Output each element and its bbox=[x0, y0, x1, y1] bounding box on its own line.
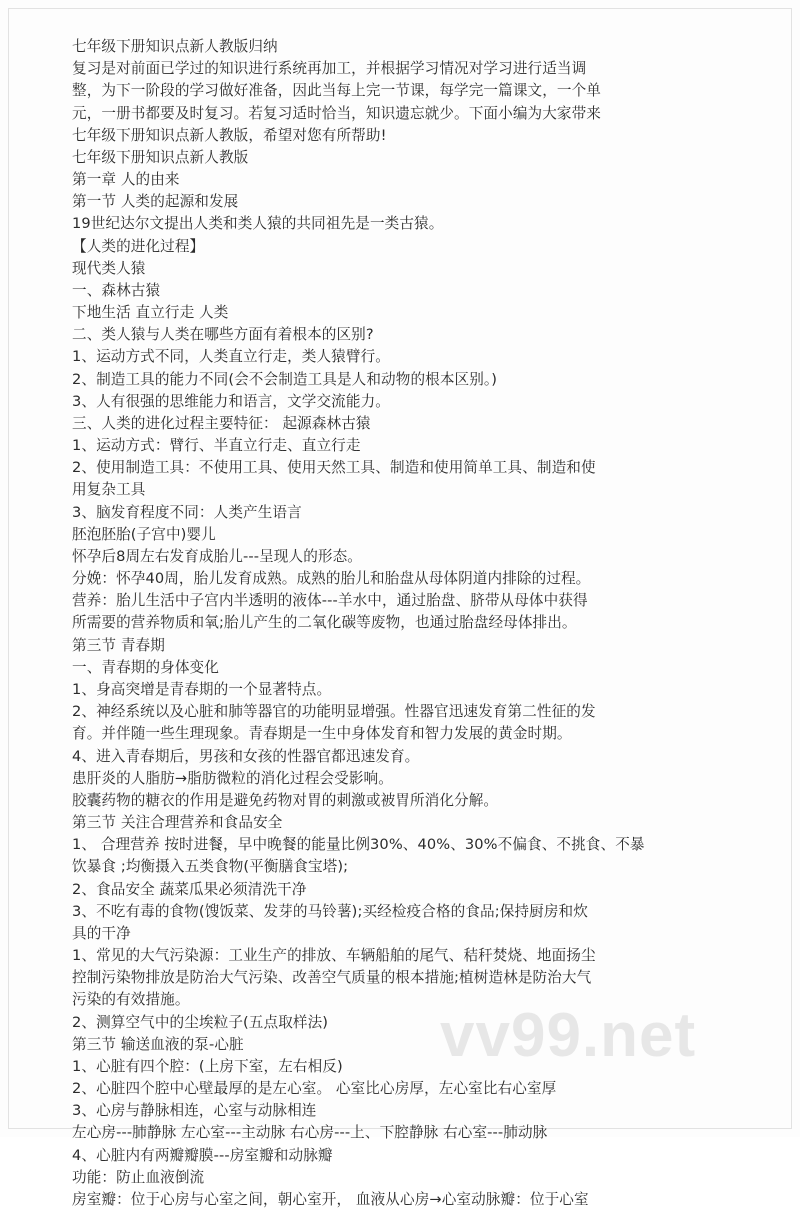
document-line: 第三节 关注合理营养和食品安全 bbox=[72, 814, 283, 832]
document-line: 整，为下一阶段的学习做好准备，因此当每上完一节课，每学完一篇课文，一个单 bbox=[72, 82, 601, 100]
document-line: 所需要的营养物质和氧;胎儿产生的二氧化碳等废物，也通过胎盘经母体排出。 bbox=[72, 614, 577, 632]
document-line: 一、森林古猿 bbox=[72, 281, 161, 299]
document-line: 营养：胎儿生活中子宫内半透明的液体---羊水中，通过胎盘、脐带从母体中获得 bbox=[72, 592, 588, 610]
document-line: 左心房---肺静脉 左心室---主动脉 右心房---上、下腔静脉 右心室---肺动脉 bbox=[72, 1124, 548, 1142]
document-line: 【人类的进化过程】 bbox=[72, 237, 205, 255]
document-line: 2、心脏四个腔中心壁最厚的是左心室。 心室比心房厚，左心室比右心室厚 bbox=[72, 1080, 557, 1098]
document-line: 1、运动方式：臂行、半直立行走、直立行走 bbox=[72, 437, 361, 455]
document-line: 第三节 青春期 bbox=[72, 636, 165, 654]
document-line: 复习是对前面已学过的知识进行系统再加工，并根据学习情况对学习进行适当调 bbox=[72, 60, 587, 78]
document-line: 七年级下册知识点新人教版归纳 bbox=[72, 38, 278, 55]
document-line: 第一节 人类的起源和发展 bbox=[72, 193, 239, 211]
document-line: 七年级下册知识点新人教版，希望对您有所帮助! bbox=[72, 126, 387, 144]
document-line: 胚泡胚胎(子宫中)婴儿 bbox=[72, 525, 216, 543]
document-line: 二、类人猿与人类在哪些方面有着根本的区别? bbox=[72, 326, 374, 344]
document-line: 控制污染物排放是防治大气污染、改善空气质量的根本措施;植树造林是防治大气 bbox=[72, 969, 592, 987]
document-line: 1、常见的大气污染源：工业生产的排放、车辆船舶的尾气、秸秆焚烧、地面扬尘 bbox=[72, 947, 596, 965]
document-line: 2、制造工具的能力不同(会不会制造工具是人和动物的根本区别。) bbox=[72, 370, 498, 388]
document-line: 现代类人猿 bbox=[72, 259, 146, 277]
document-line: 1、心脏有四个腔：(上房下室，左右相反) bbox=[72, 1057, 343, 1075]
document-line: 下地生活 直立行走 人类 bbox=[72, 304, 229, 322]
document-line: 具的干净 bbox=[72, 924, 131, 942]
watermark: vv99.net bbox=[440, 1001, 697, 1070]
document-line: 1、 合理营养 按时进餐，早中晚餐的能量比例30%、40%、30%不偏食、不挑食、不暴 bbox=[72, 836, 645, 854]
document-line: 第三节 输送血液的泵-心脏 bbox=[72, 1035, 244, 1053]
document-line: 2、食品安全 蔬菜瓜果必须清洗干净 bbox=[72, 880, 307, 898]
document-line: 元，一册书都要及时复习。若复习适时恰当，知识遗忘就少。下面小编为大家带来 bbox=[72, 104, 601, 122]
document-line: 2、使用制造工具：不使用工具、使用天然工具、制造和使用简单工具、制造和使 bbox=[72, 459, 596, 477]
document-line: 19世纪达尔文提出人类和类人猿的共同祖先是一类古猿。 bbox=[72, 215, 444, 233]
document-line: 4、进入青春期后，男孩和女孩的性器官都迅速发育。 bbox=[72, 747, 420, 765]
document-line: 第一章 人的由来 bbox=[72, 171, 180, 189]
document-line: 房室瓣：位于心房与心室之间，朝心室开， 血液从心房→心室动脉瓣：位于心室 bbox=[72, 1190, 589, 1208]
document-line: 污染的有效措施。 bbox=[72, 991, 190, 1009]
document-line: 2、测算空气中的尘埃粒子(五点取样法) bbox=[72, 1013, 329, 1031]
document-line: 用复杂工具 bbox=[72, 481, 146, 499]
document-line: 患肝炎的人脂肪→脂肪微粒的消化过程会受影响。 bbox=[72, 769, 393, 787]
document-line: 3、人有很强的思维能力和语言，文学交流能力。 bbox=[72, 392, 390, 410]
document-line: 分娩：怀孕40周，胎儿发育成熟。成熟的胎儿和胎盘从母体阴道内排除的过程。 bbox=[72, 570, 591, 588]
document-line: 一、青春期的身体变化 bbox=[72, 658, 219, 676]
document-line: 功能：防止血液倒流 bbox=[72, 1168, 205, 1186]
document-text-body bbox=[72, 36, 712, 1211]
document-line: 怀孕后8周左右发育成胎儿---呈现人的形态。 bbox=[72, 547, 362, 565]
document-line: 胶囊药物的糖衣的作用是避免药物对胃的刺激或被胃所消化分解。 bbox=[72, 791, 499, 809]
document-line: 七年级下册知识点新人教版 bbox=[72, 148, 249, 166]
document-line: 饮暴食 ;均衡摄入五类食物(平衡膳食宝塔); bbox=[72, 858, 349, 876]
document-line: 4、心脏内有两瓣瓣膜---房室瓣和动脉瓣 bbox=[72, 1146, 333, 1164]
document-line: 1、运动方式不同，人类直立行走，类人猿臂行。 bbox=[72, 348, 390, 366]
document-line: 2、神经系统以及心脏和肺等器官的功能明显增强。性器官迅速发育第二性征的发 bbox=[72, 703, 596, 721]
document-line: 3、脑发育程度不同：人类产生语言 bbox=[72, 503, 302, 521]
document-line: 育。并伴随一些生理现象。青春期是一生中身体发育和智力发展的黄金时期。 bbox=[72, 725, 572, 743]
document-line: 3、心房与静脉相连，心室与动脉相连 bbox=[72, 1102, 317, 1120]
document-line: 三、人类的进化过程主要特征： 起源森林古猿 bbox=[72, 414, 371, 432]
document-line: 1、身高突增是青春期的一个显著特点。 bbox=[72, 680, 332, 698]
document-line: 3、不吃有毒的食物(馊饭菜、发芽的马铃薯);买经检疫合格的食品;保持厨房和炊 bbox=[72, 902, 588, 920]
